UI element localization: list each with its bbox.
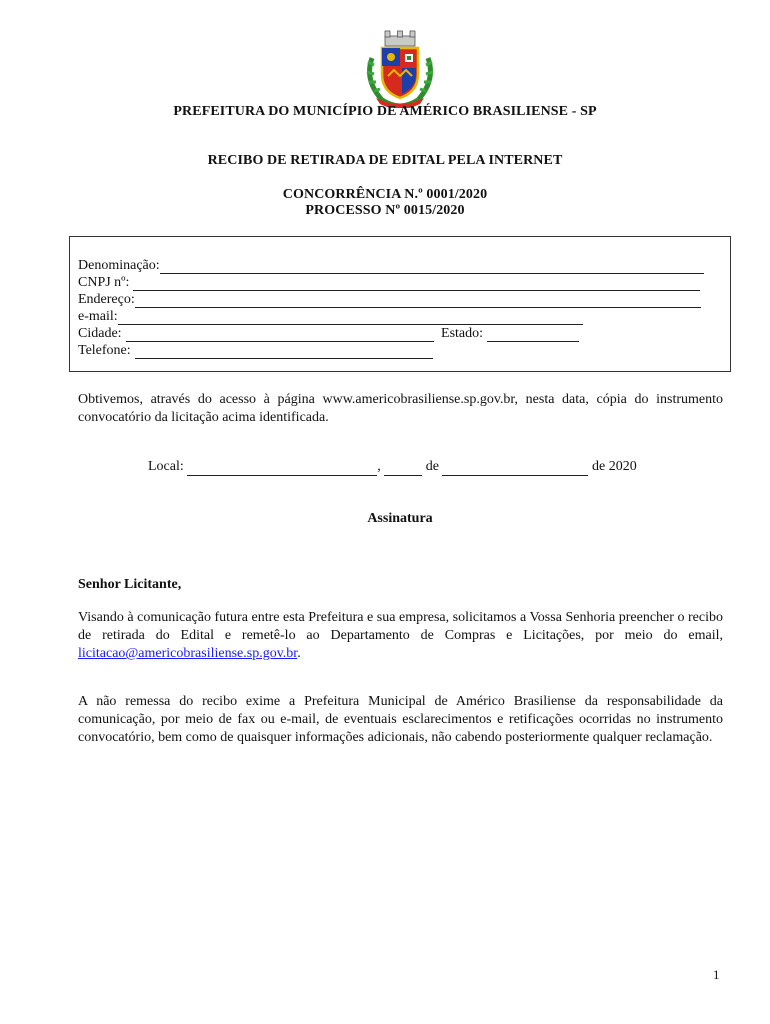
email-row [78, 308, 583, 325]
municipal-crest-icon [358, 28, 442, 108]
cidade-field[interactable] [126, 327, 434, 342]
period: . [297, 646, 301, 661]
month-field[interactable] [442, 461, 588, 476]
obtivemos-paragraph: Obtivemos, através do acesso à página www.americobrasiliense.sp.gov.br, nesta data, cópia do instrumento convocatório da licitação acima identificada. [78, 392, 723, 425]
estado-field[interactable] [487, 327, 579, 342]
telefone-row [78, 342, 433, 359]
page-number: 1 [713, 967, 720, 982]
receipt-title: RECIBO DE RETIRADA DE EDITAL PELA INTERNET [207, 153, 563, 168]
visando-text: Visando à comunicação futura entre esta Prefeitura e sua empresa, solicitamos a Vossa Senhoria preencher o recibo de retirada do Edital e remetê-lo ao Departamento de Compras e Licitações, por meio do email, [78, 610, 723, 643]
local-date-line [148, 458, 637, 476]
denominacao-label: Denominação: [78, 258, 160, 273]
cidade-row [78, 325, 579, 342]
cidade-label: Cidade: [78, 326, 122, 341]
telefone-label: Telefone: [78, 343, 131, 358]
email-field[interactable] [118, 310, 583, 325]
de-year-label: de 2020 [591, 459, 637, 474]
processo-number: PROCESSO Nº 0015/2020 [305, 203, 465, 218]
estado-label: Estado: [441, 326, 484, 341]
local-label: Local: [148, 459, 184, 474]
cnpj-row [78, 274, 700, 291]
endereco-label: Endereço: [78, 292, 135, 307]
nao-remessa-paragraph: A não remessa do recibo exime a Prefeitura Municipal de Américo Brasiliense da responsabilidade da comunicação, por meio de fax ou e-mail, de eventuais esclarecimentos e retificações ocorridas no instrumento convocatório, bem como de quaisquer informações adicionais, não cabendo posteriormente qualquer reclamação. [78, 694, 723, 745]
local-comma: , [377, 459, 381, 474]
email-label: e-mail: [78, 309, 118, 324]
visando-paragraph [78, 609, 723, 663]
signature-label: Assinatura [367, 511, 433, 526]
denominacao-row [78, 257, 704, 274]
telefone-field[interactable] [135, 344, 433, 359]
endereco-row [78, 291, 701, 308]
contact-email-link[interactable]: licitacao@americobrasiliense.sp.gov.br [78, 646, 298, 661]
denominacao-field[interactable] [160, 259, 704, 274]
salutation: Senhor Licitante, [78, 577, 182, 592]
endereco-field[interactable] [135, 293, 701, 308]
day-field[interactable] [384, 461, 422, 476]
cnpj-field[interactable] [133, 276, 700, 291]
municipality-title: PREFEITURA DO MUNICÍPIO DE AMÉRICO BRASILIENSE - SP [173, 104, 597, 119]
identification-form-box [69, 236, 731, 372]
local-field[interactable] [187, 461, 377, 476]
concorrencia-number: CONCORRÊNCIA N.º 0001/2020 [282, 187, 488, 202]
de-label-1: de [425, 459, 439, 474]
cnpj-label: CNPJ nº: [78, 275, 130, 290]
